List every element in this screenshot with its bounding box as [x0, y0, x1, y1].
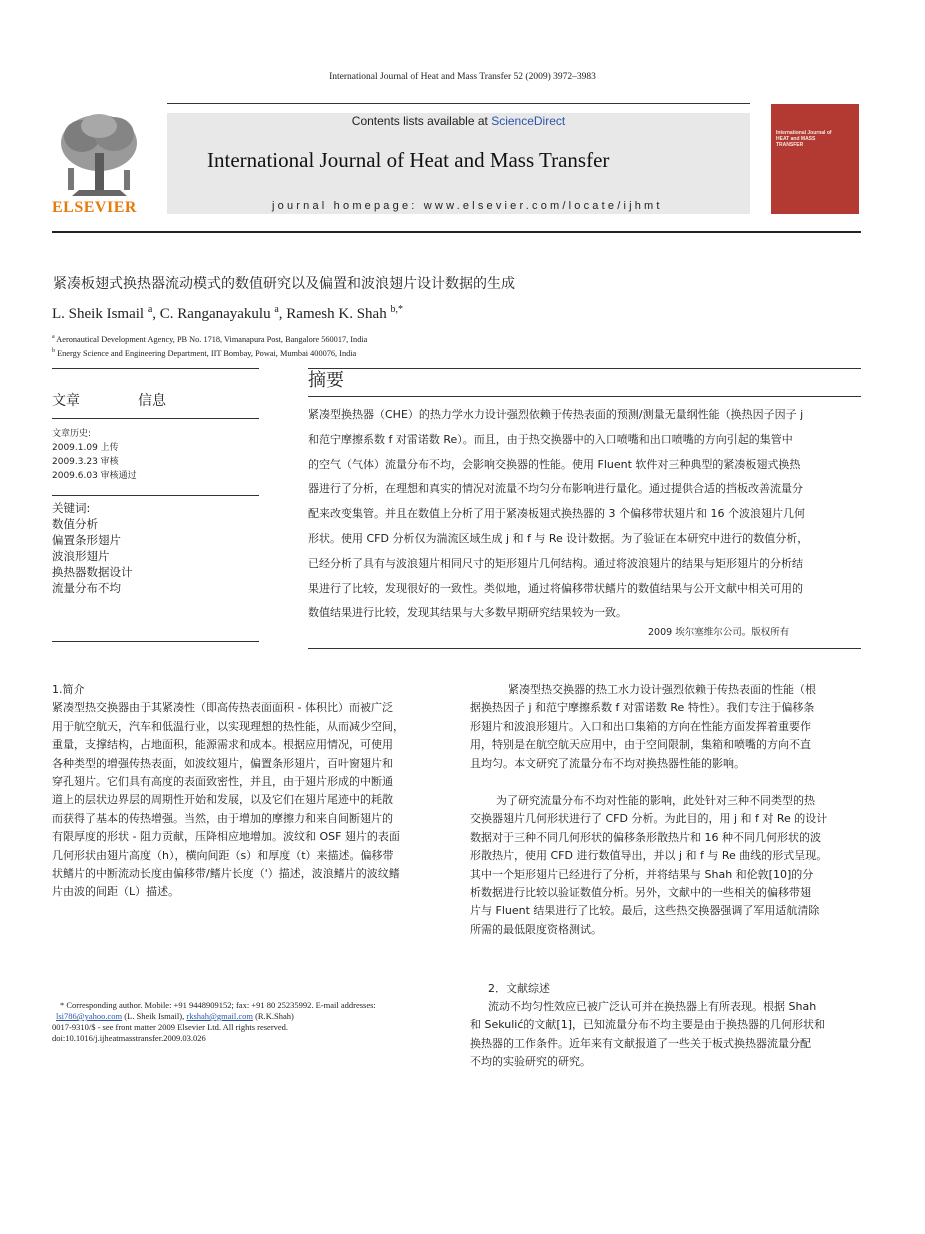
divider: [167, 103, 750, 104]
body-line: 用于航空航天，汽车和低温行业，以实现理想的热性能，从而减少空间，: [52, 719, 404, 733]
body-line: 几何形状由翅片高度（h），横向间距（s）和厚度（t）来描述。偏移带: [52, 848, 394, 862]
body-line: 析数据进行比较以验证数值分析。另外，文献中的一些相关的偏移带翅: [470, 886, 811, 900]
journal-title: International Journal of Heat and Mass Transfer: [207, 148, 610, 172]
abstract-body: [308, 403, 861, 626]
body-line: 且均匀。本文研究了流量分布不均对换热器性能的影响。: [470, 756, 745, 770]
right-column-para1: [470, 681, 862, 773]
affil-mark: b: [52, 348, 55, 354]
body-line: 用，特别是在航空航天应用中，由于空间限制，集箱和喷嘴的方向不直: [470, 738, 811, 752]
elsevier-tree-logo: [52, 108, 147, 200]
email-owner: (L. Sheik Ismail),: [122, 1011, 187, 1021]
author-affil-mark: a: [274, 304, 279, 315]
body-line: 重量，支撑结构，占地面积，能源需求和成本。根据应用情况，可使用: [52, 738, 393, 752]
author-affil-mark: a: [147, 304, 153, 315]
abstract-line: 已经分析了具有与波浪翅片相同尺寸的矩形翅片几何结构。通过将波浪翅片的结果与矩形翅片的分析结: [308, 556, 803, 570]
divider: [52, 495, 259, 496]
section-heading: 1.简介: [52, 683, 85, 696]
body-line: 紧凑型热交换器由于其紧凑性（即高传热表面面积 - 体积比）而被广泛: [52, 701, 393, 715]
affil-mark: a: [52, 334, 55, 340]
footnote-line: * Corresponding author. Mobile: +91 9448909152; fax: +91 80 25235992. E-mail addresses:: [60, 1000, 376, 1010]
history-item: 2009.6.03 审核通过: [52, 471, 137, 481]
introduction-section: [52, 681, 442, 902]
keyword: 流量分布不均: [52, 581, 121, 595]
email-owner: (R.K.Shah): [252, 1011, 294, 1021]
abstract-heading: 摘要: [308, 370, 344, 391]
keyword: 偏置条形翅片: [52, 533, 121, 547]
affil-text: Energy Science and Engineering Department, IIT Bombay, Powai, Mumbai 400076, India: [57, 348, 357, 358]
author-name: C. Ranganayakulu: [159, 306, 271, 322]
abstract-line: 的空气（气体）流量分布不均，会影响交换器的性能。使用 Fluent 软件对三种典型的紧凑板翅式换热: [308, 457, 801, 471]
abstract-line: 和范宁摩擦系数 f 对雷诺数 Re）。而且，由于热交换器中的入口喷嘴和出口喷嘴的方向引起的集管中: [308, 432, 793, 446]
author-name: L. Sheik Ismail: [52, 306, 145, 322]
body-line: 形翅片和波浪形翅片。入口和出口集箱的方向在性能方面发挥着重要作: [470, 719, 811, 733]
contents-prefix: Contents lists available at: [351, 114, 492, 128]
body-line: 道上的层状边界层的周期性开始和发展，以及它们在翅片尾迹中的耗散: [52, 793, 393, 807]
divider: [308, 396, 861, 397]
body-line: 形散热片，使用 CFD 进行数值导出，并以 j 和 f 与 Re 曲线的形式呈现。: [470, 849, 828, 863]
section-heading: 2．文献综述: [488, 982, 550, 995]
body-line: 有限厚度的形状 - 阻力贡献，压降相应地增加。波纹和 OSF 翅片的表面: [52, 830, 400, 844]
abstract-line: 配来改变集管。并且在数值上分析了用于紧凑板翅式换热器的 3 个偏移带状翅片和 16 个波浪翅片几何: [308, 507, 805, 521]
body-line: 所需的最低限度资格测试。: [470, 922, 602, 936]
divider: [52, 641, 259, 642]
abstract-line: 形状。使用 CFD 分析仅为湍流区域生成 j 和 f 与 Re 设计数据。为了验证在本研究中进行的数值分析，: [308, 531, 809, 545]
email-link[interactable]: rkshah@gmail.com: [186, 1011, 253, 1021]
abstract-line: 紧凑型换热器（CHE）的热力学水力设计强烈依赖于传热表面的预测/测量无量纲性能（换热因子因子 j: [308, 408, 804, 421]
history-label: 文章历史:: [52, 429, 92, 439]
divider: [52, 231, 861, 233]
journal-citation: International Journal of Heat and Mass Transfer 52 (2009) 3972–3983: [329, 72, 596, 82]
history-item: 2009.1.09 上传: [52, 443, 119, 453]
body-line: 流动不均匀性效应已被广泛认可并在换热器上有所表现。根据 Shah: [488, 1000, 817, 1013]
article-title: 紧凑板翅式换热器流动模式的数值研究以及偏置和波浪翅片设计数据的生成: [53, 276, 515, 292]
divider: [52, 368, 259, 369]
affiliation: [52, 334, 367, 344]
abstract-line: 数值结果进行比较，发现其结果与大多数早期研究结果较为一致。: [308, 606, 627, 620]
body-line: 不均的实验研究的研究。: [470, 1055, 591, 1069]
keyword: 波浪形翅片: [52, 549, 110, 563]
body-line: 状鳍片的中断流动长度由偏移带/鳍片长度（'）描述，波浪鳍片的波纹鳍: [52, 867, 400, 881]
body-line: 而获得了基本的传热增强。当然，由于增加的摩擦力和来自间断翅片的: [52, 811, 393, 825]
keyword: 换热器数据设计: [52, 565, 133, 579]
email-link[interactable]: lsi786@yahoo.com: [56, 1011, 123, 1021]
author-name: Ramesh K. Shah: [286, 306, 387, 322]
affil-text: Aeronautical Development Agency, PB No. 1718, Vimanapura Post, Bangalore 560017, India: [56, 334, 368, 344]
literature-section: [470, 998, 862, 1072]
right-column-para2: [470, 792, 862, 939]
abstract-line: 果进行了比较，发现很好的一致性。类似地，通过将偏移带状鳍片的数值结果与公开文献中相关可用的: [308, 581, 803, 595]
body-line: 其中一个矩形翅片已经进行了分析，并将结果与 Shah 和伦敦[10]的分: [470, 867, 814, 881]
issn-line: 0017-9310/$ - see front matter 2009 Elsevier Ltd. All rights reserved.: [52, 1022, 289, 1032]
authors: L. Sheik Ismail $^a$, C. Ranganayakulu $^a$, Ramesh K. Shah $^{b,*}$: [52, 304, 403, 322]
footnote-emails: [52, 1011, 452, 1022]
doi-line: doi:10.1016/j.ijheatmasstransfer.2009.03.026: [52, 1033, 206, 1043]
sciencedirect-link[interactable]: ScienceDirect: [491, 114, 566, 128]
body-line: 为了研究流量分布不均对性能的影响，此处针对三种不同类型的热: [496, 794, 815, 807]
divider: [308, 648, 861, 649]
journal-homepage[interactable]: journal homepage: www.elsevier.com/locate/ijhmt: [272, 200, 663, 212]
affiliation: [52, 348, 356, 358]
journal-cover-image: [771, 104, 859, 214]
body-line: 和 Sekulić的文献[1]，已知流量分布不均主要是由于换热器的几何形状和: [470, 1018, 825, 1032]
contents-line: [167, 114, 750, 128]
cover-title: International Journal of HEAT and MASS TRANSFER: [776, 130, 832, 148]
body-line: 各种类型的增强传热表面，如波纹翅片，偏置条形翅片，百叶窗翅片和: [52, 756, 393, 770]
keyword: 数值分析: [52, 517, 98, 531]
history-item: 2009.3.23 审核: [52, 457, 119, 467]
abstract-line: 器进行了分析，在理想和真实的情况对流量不均匀分布影响进行量化。通过提供合适的挡板改善流量分: [308, 482, 803, 496]
copyright: 2009 埃尔塞维尔公司。版权所有: [648, 627, 790, 638]
body-line: 穿孔翅片。它们具有高度的表面致密性，并且，由于翅片形成的中断通: [52, 775, 393, 789]
body-line: 片与 Fluent 结果进行了比较。最后，这些热交换器强调了军用适航清除: [470, 904, 820, 918]
footnote: [52, 1000, 452, 1044]
article-info-heading: 文章: [52, 393, 80, 409]
divider: [308, 368, 861, 369]
body-line: 片由波的间距（L）描述。: [52, 885, 180, 899]
divider: [52, 418, 259, 419]
publisher-logo-text: ELSEVIER: [52, 199, 137, 216]
body-line: 据换热因子 j 和范宁摩擦系数 f 对雷诺数 Re 特性）。我们专注于偏移条: [470, 701, 815, 715]
keywords-label: 关键词:: [52, 501, 91, 515]
author-affil-mark: b,*: [390, 304, 403, 315]
body-line: 交换器翅片几何形状进行了 CFD 分析。为此目的，用 j 和 f 对 Re 的设计: [470, 812, 828, 826]
body-line: 换热器的工作条件。近年来有文献报道了一些关于板式换热器流量分配: [470, 1036, 811, 1050]
article-info-heading: 信息: [138, 393, 166, 409]
body-line: 紧凑型热交换器的热工水力设计强烈依赖于传热表面的性能（根: [508, 683, 816, 696]
body-line: 数据对于三种不同几何形状的偏移条形散热片和 16 种不同几何形状的波: [470, 830, 821, 844]
